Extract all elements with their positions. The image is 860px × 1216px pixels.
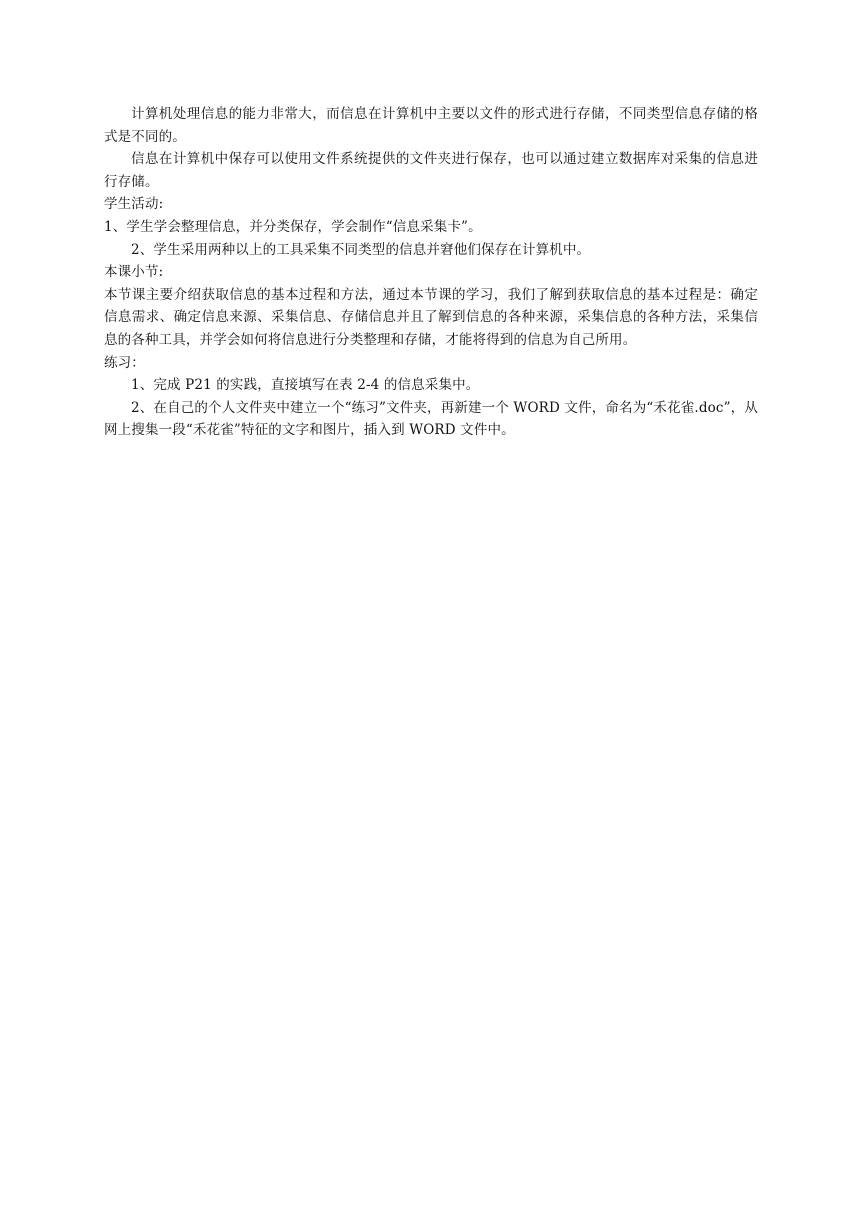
document-body bbox=[104, 103, 758, 442]
exercise-item-1: 1、完成 P21 的实践，直接填写在表 2-4 的信息采集中。 bbox=[131, 377, 480, 394]
exercise-item-2: 2、在自己的个人文件夹中建立一个“练习”文件夹，再新建一个 WORD 文件，命名为“禾花雀.doc”，从网上搜集一段“禾花雀”特征的文字和图片，插入到 WORD 文件中。 bbox=[104, 399, 758, 439]
lesson-summary-paragraph: 本节课主要介绍获取信息的基本过程和方法，通过本节课的学习，我们了解到获取信息的基本过程是：确定信息需求、确定信息来源、采集信息、存储信息并且了解到信息的各种来源，采集信息的各种方法，采集信息的各种工具，并学会如何将信息进行分类整理和存储，才能将得到的信息为自己所用。 bbox=[104, 286, 758, 348]
lesson-summary-heading: 本课小节: bbox=[104, 264, 164, 281]
paragraph-storage-capacity: 计算机处理信息的能力非常大，而信息在计算机中主要以文件的形式进行存储，不同类型信息存储的格式是不同的。 bbox=[104, 106, 758, 145]
student-activity-item-1: 1、学生学会整理信息，并分类保存，学会制作“信息采集卡”。 bbox=[104, 218, 482, 235]
paragraph-storage-methods: 信息在计算机中保存可以使用文件系统提供的文件夹进行保存，也可以通过建立数据库对采集的信息进行存储。 bbox=[104, 151, 758, 190]
student-activity-heading: 学生活动: bbox=[104, 196, 164, 213]
student-activity-item-2: 2、学生采用两种以上的工具采集不同类型的信息并窘他们保存在计算机中。 bbox=[131, 241, 591, 258]
exercise-heading: 练习： bbox=[104, 354, 145, 371]
